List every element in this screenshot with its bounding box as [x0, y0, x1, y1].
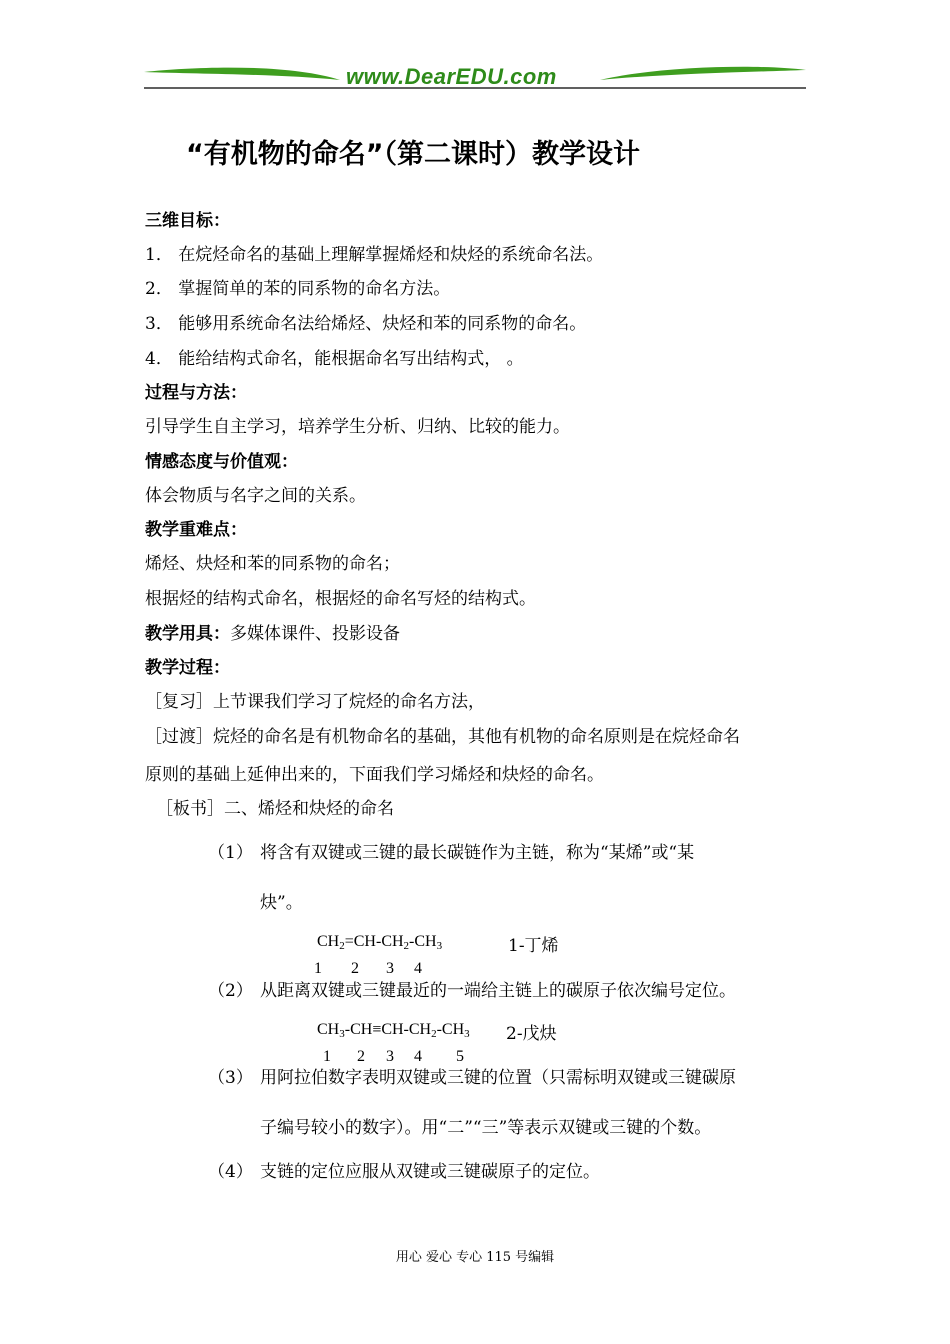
carbon-number: 4 [414, 1048, 422, 1065]
page-footer: 用心 爱心 专心 115 号编辑 [395, 1250, 555, 1265]
attitude-text: 体会物质与名字之间的关系。 [145, 486, 366, 506]
formula-butene: $CH_2=CH-CH_2-CH_3$ [317, 933, 443, 952]
carbon-number: 3 [386, 960, 394, 977]
rule-text-cont: 子编号较小的数字）。用“二”“三”等表示双键或三键的个数。 [260, 1118, 712, 1138]
rule-number: （2） [208, 981, 253, 1001]
goal-item: 1． 在烷烃命名的基础上理解掌握烯烃和炔烃的系统命名法。 [145, 245, 604, 265]
document-title: “有机物的命名”（第二课时）教学设计 [186, 139, 640, 170]
tools-line [145, 619, 400, 644]
key-point-item: 根据烃的结构式命名，根据烃的命名写烃的结构式。 [145, 589, 536, 609]
carbon-number: 2 [351, 960, 359, 977]
right-swoosh [600, 67, 806, 80]
carbon-number: 2 [357, 1048, 365, 1065]
name-pentyne: 2-戊炔 [506, 1024, 557, 1044]
rule-number: （1） [208, 843, 253, 863]
board-text: ［板书］二、烯烃和炔烃的命名 [156, 799, 394, 819]
rule-number: （3） [208, 1068, 253, 1088]
carbon-number: 4 [414, 960, 422, 977]
rule-text: 将含有双键或三键的最长碳链作为主链，称为“某烯”或“某 [260, 843, 695, 863]
rule-text: 从距离双键或三键最近的一端给主链上的碳原子依次编号定位。 [260, 981, 736, 1001]
review-text: ［复习］上节课我们学习了烷烃的命名方法， [145, 692, 485, 712]
key-points-heading: 教学重难点： [145, 520, 247, 540]
transition-text-cont: 原则的基础上延伸出来的，下面我们学习烯烃和炔烃的命名。 [145, 765, 604, 785]
tools-heading: 教学用具： [145, 624, 230, 644]
site-logo: www.DearEDU.com [346, 64, 557, 89]
formula-pentyne: $CH_3-CH\equiv CH-CH_2-CH_3$ [317, 1021, 470, 1040]
carbon-number: 1 [323, 1048, 331, 1065]
goal-item: 2． 掌握简单的苯的同系物的命名方法。 [145, 279, 451, 299]
left-swoosh [144, 68, 340, 80]
rule-text: 用阿拉伯数字表明双键或三键的位置（只需标明双键或三键碳原 [260, 1068, 736, 1088]
carbon-number: 5 [456, 1048, 464, 1065]
goals-heading: 三维目标： [145, 211, 230, 231]
rule-text-cont: 炔”。 [260, 893, 303, 913]
procedure-heading: 教学过程： [145, 658, 230, 678]
rule-text: 支链的定位应服从双键或三键碳原子的定位。 [260, 1162, 600, 1182]
name-butene: 1-丁烯 [508, 936, 559, 956]
key-point-item: 烯烃、炔烃和苯的同系物的命名； [145, 554, 400, 574]
process-method-text: 引导学生自主学习，培养学生分析、归纳、比较的能力。 [145, 417, 570, 437]
transition-text: ［过渡］烷烃的命名是有机物命名的基础，其他有机物的命名原则是在烷烃命名 [145, 727, 740, 747]
goal-item: 3． 能够用系统命名法给烯烃、炔烃和苯的同系物的命名。 [145, 314, 587, 334]
attitude-heading: 情感态度与价值观： [145, 452, 298, 472]
process-method-heading: 过程与方法： [145, 383, 247, 403]
tools-text: 多媒体课件、投影设备 [230, 624, 400, 644]
carbon-number: 3 [386, 1048, 394, 1065]
carbon-number: 1 [314, 960, 322, 977]
goal-item: 4． 能给结构式命名，能根据命名写出结构式， 。 [145, 349, 524, 369]
rule-number: （4） [208, 1162, 253, 1182]
